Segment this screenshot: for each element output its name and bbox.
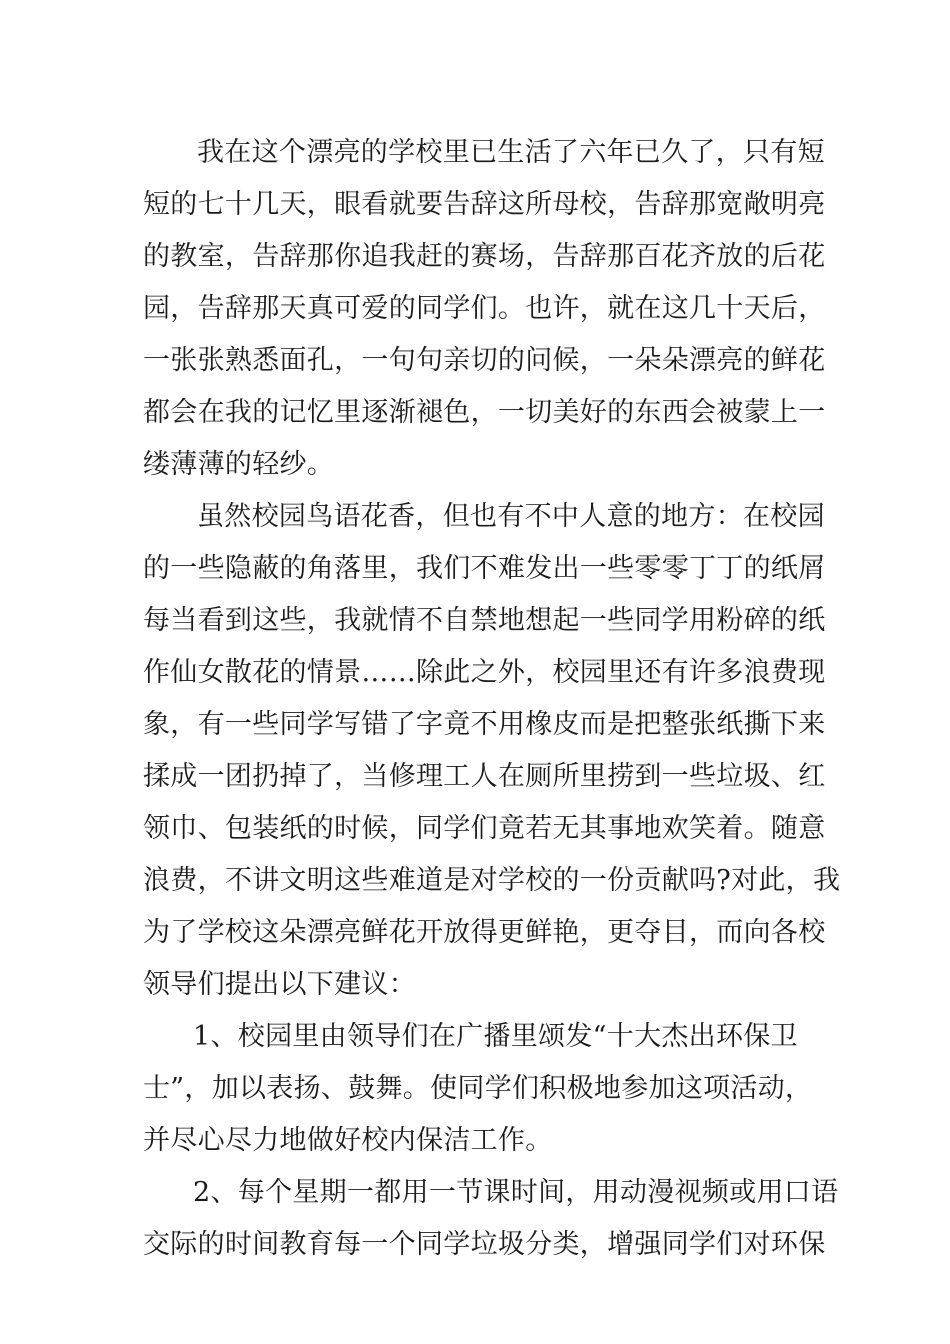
paragraph-1-line-3: 的教室，告辞那你追我赶的赛场，告辞那百花齐放的后花 [143,241,826,272]
paragraph-1-line-6: 都会在我的记忆里逐渐褪色，一切美好的东西会被蒙上一 [143,397,826,428]
paragraph-1-line-4: 园，告辞那天真可爱的同学们。也许，就在这几十天后， [143,293,826,324]
suggestion-1-line-3: 并尽心尽力地做好校内保洁工作。 [143,1125,553,1156]
paragraph-2-line-6: 揉成一团扔掉了，当修理工人在厕所里捞到一些垃圾、红 [143,761,826,792]
paragraph-1-line-2: 短的七十几天，眼看就要告辞这所母校，告辞那宽敞明亮 [143,189,826,220]
paragraph-1-line-1: 我在这个漂亮的学校里已生活了六年已久了，只有短 [197,137,825,168]
paragraph-2-line-1: 虽然校园鸟语花香，但也有不中人意的地方：在校园 [197,501,825,532]
paragraph-1-line-7: 缕薄薄的轻纱。 [143,449,335,480]
paragraph-2-line-7: 领巾、包装纸的时候，同学们竟若无其事地欢笑着。随意 [143,813,826,844]
paragraph-2-line-8: 浪费，不讲文明这些难道是对学校的一份贡献吗?对此，我 [143,865,841,896]
suggestion-1-line-1: 1、校园里由领导们在广播里颂发“十大杰出环保卫 [193,1021,798,1052]
suggestion-1-line-2: 士”，加以表扬、鼓舞。使同学们积极地参加这项活动， [143,1073,813,1104]
suggestion-2-line-1: 2、每个星期一都用一节课时间，用动漫视频或用口语 [193,1177,839,1208]
paragraph-2-line-4: 作仙女散花的情景……除此之外，校园里还有许多浪费现 [143,657,826,688]
paragraph-2-line-3: 每当看到这些，我就情不自禁地想起一些同学用粉碎的纸 [143,605,826,636]
paragraph-2-line-10: 领导们提出以下建议： [143,969,416,1000]
paragraph-2-line-5: 象，有一些同学写错了字竟不用橡皮而是把整张纸撕下来 [143,709,826,740]
paragraph-2-line-2: 的一些隐蔽的角落里，我们不难发出一些零零丁丁的纸屑 [143,553,826,584]
paragraph-2-line-9: 为了学校这朵漂亮鲜花开放得更鲜艳，更夺目，而向各校 [143,917,826,948]
suggestion-2-line-2: 交际的时间教育每一个同学垃圾分类，增强同学们对环保 [143,1229,826,1260]
paragraph-1-line-5: 一张张熟悉面孔，一句句亲切的问候，一朵朵漂亮的鲜花 [143,345,826,376]
